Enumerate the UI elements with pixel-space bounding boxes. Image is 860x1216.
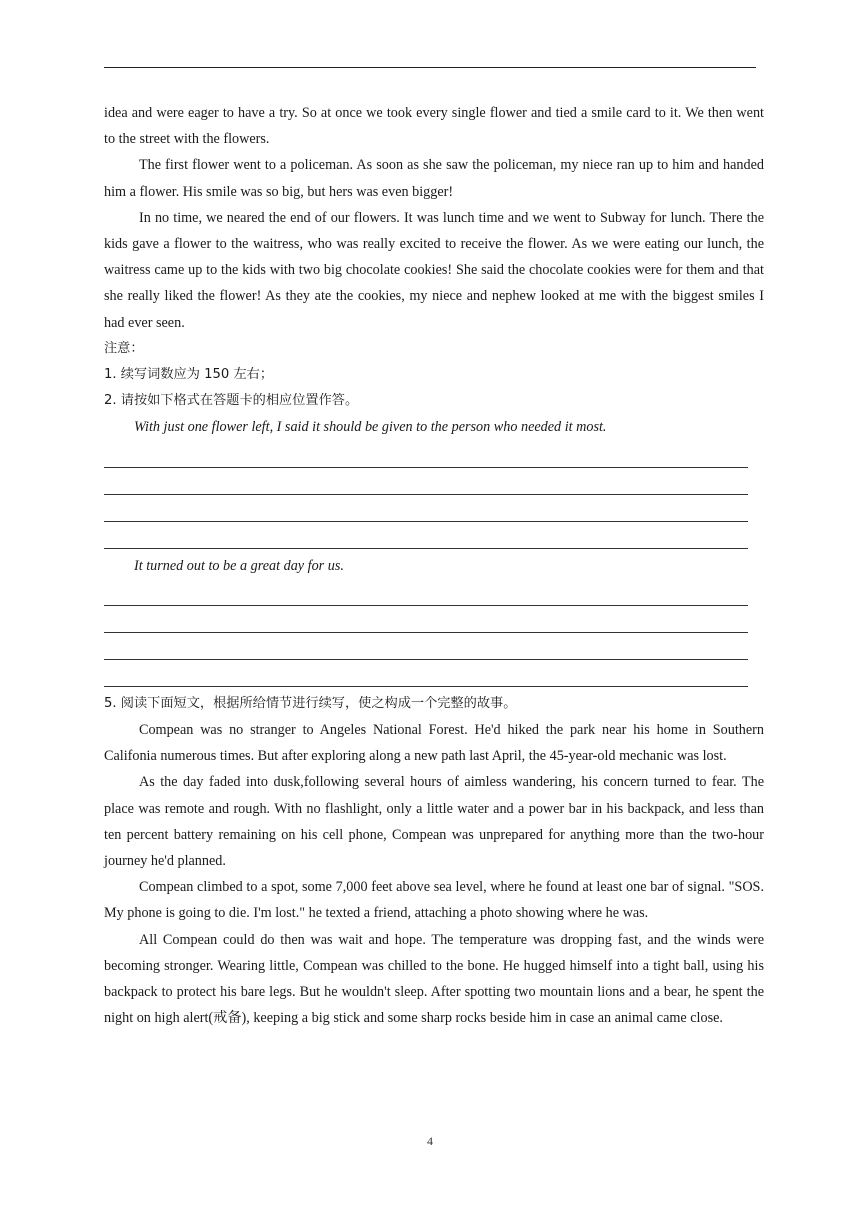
answer-line[interactable] bbox=[104, 441, 748, 468]
header-rule bbox=[104, 67, 756, 68]
story-paragraph-1: Compean was no stranger to Angeles National Forest. He'd hiked the park near his home in Southern Califonia numerous times. But after exploring along a new path last April, the 45-year-old mechanic was lost. bbox=[104, 722, 764, 765]
answer-lines-2 bbox=[104, 579, 764, 687]
passage-paragraph-2: The first flower went to a policeman. As soon as she saw the policeman, my niece ran up to him and handed him a flower. His smile was so big, but hers was even bigger! bbox=[104, 157, 764, 200]
answer-line[interactable] bbox=[104, 468, 748, 495]
prompt-second: It turned out to be a great day for us. bbox=[134, 557, 344, 574]
answer-line[interactable] bbox=[104, 633, 748, 660]
answer-line[interactable] bbox=[104, 495, 748, 522]
page-number: 4 bbox=[427, 1134, 433, 1148]
passage-paragraph-3: In no time, we neared the end of our flowers. It was lunch time and we went to Subway for lunch. There the kids gave a flower to the waitress, who was really excited to receive the flower. As we were eating our lunch, the waitress came up to the kids with two big chocolate cookies! She said the chocolate cookies were for them and that she really liked the flower! As they ate the cookies, my niece and nephew looked at me with the biggest smiles I had ever seen. bbox=[104, 209, 764, 331]
notes-heading: 注意： bbox=[104, 340, 144, 356]
document-body bbox=[104, 100, 764, 1031]
notes-item-2: 2. 请按如下格式在答题卡的相应位置作答。 bbox=[104, 393, 359, 409]
story-paragraph-3: Compean climbed to a spot, some 7,000 feet above sea level, where he found at least one bar of signal. "SOS. My phone is going to die. I'm lost." he texted a friend, attaching a photo showing where he was. bbox=[104, 879, 764, 922]
passage-paragraph-1: idea and were eager to have a try. So at once we took every single flower and tied a smile card to it. We then went to the street with the flowers. bbox=[104, 105, 764, 148]
notes-item-1: 1. 续写词数应为 150 左右； bbox=[104, 367, 274, 383]
answer-line[interactable] bbox=[104, 579, 748, 606]
answer-line[interactable] bbox=[104, 606, 748, 633]
answer-lines-1 bbox=[104, 441, 764, 549]
answer-line[interactable] bbox=[104, 660, 748, 687]
story-paragraph-2: As the day faded into dusk,following several hours of aimless wandering, his concern turned to fear. The place was remote and rough. With no flashlight, only a little water and a power bar in his backpack, and less than ten percent battery remaining on his cell phone, Compean was unprepared for anything more than the two-hour journey he'd planned. bbox=[104, 774, 764, 870]
prompt-first: With just one flower left, I said it should be given to the person who needed it most. bbox=[134, 419, 607, 436]
question-5-instruction: 5. 阅读下面短文，根据所给情节进行续写，使之构成一个完整的故事。 bbox=[104, 695, 517, 711]
answer-line[interactable] bbox=[104, 522, 748, 549]
story-paragraph-4: All Compean could do then was wait and hope. The temperature was dropping fast, and the winds were becoming stronger. Wearing little, Compean was chilled to the bone. He hugged himself into a tight ball, using his backpack to protect his bare legs. But he wouldn't sleep. After spotting two mountain lions and a bear, he spent the night on high alert(戒备), keeping a big stick and some sharp rocks beside him in case an animal came close. bbox=[104, 931, 764, 1027]
